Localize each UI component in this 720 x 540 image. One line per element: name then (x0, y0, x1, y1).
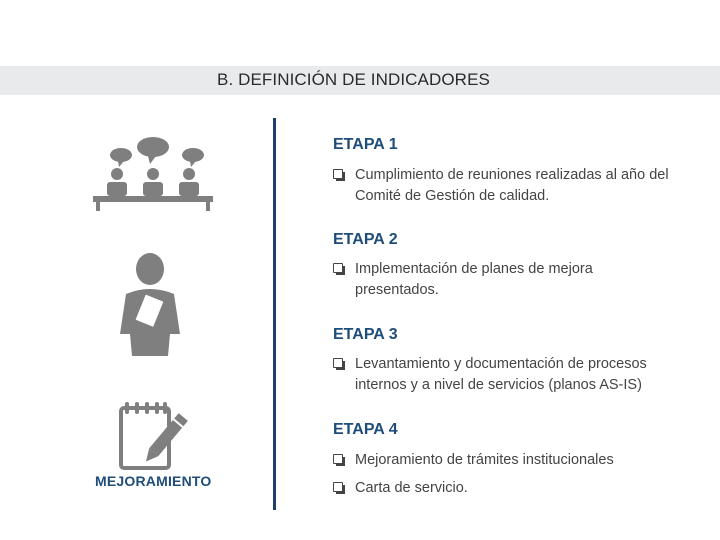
stage-4-item-1: Mejoramiento de trámites institucionales (333, 450, 693, 471)
checkbox-bullet-icon (333, 454, 343, 464)
checkbox-bullet-icon (333, 263, 343, 273)
stage-1-item-1: Cumplimiento de reuniones realizadas al año del Comité de Gestión de calidad. (333, 165, 693, 207)
vertical-divider (273, 118, 276, 510)
stage-3-title: ETAPA 3 (333, 326, 398, 343)
meeting-people-icon (88, 134, 218, 214)
stage-3-item-1: Levantamiento y documentación de procesos internos y a nivel de servicios (planos AS-IS) (333, 354, 693, 396)
stage-4-item-2: Carta de servicio. (333, 478, 693, 499)
stage-4-title: ETAPA 4 (333, 421, 398, 438)
notepad-pencil-icon (116, 400, 192, 474)
stage-2-title: ETAPA 2 (333, 231, 398, 248)
checkbox-bullet-icon (333, 482, 343, 492)
stage-2-item-1: Implementación de planes de mejora presentados. (333, 259, 643, 301)
stage-1-title: ETAPA 1 (333, 136, 398, 153)
page-title: B. DEFINICIÓN DE INDICADORES (217, 70, 490, 89)
checkbox-bullet-icon (333, 358, 343, 368)
person-tablet-icon (118, 252, 188, 356)
improvement-label: MEJORAMIENTO (95, 473, 212, 489)
checkbox-bullet-icon (333, 169, 343, 179)
